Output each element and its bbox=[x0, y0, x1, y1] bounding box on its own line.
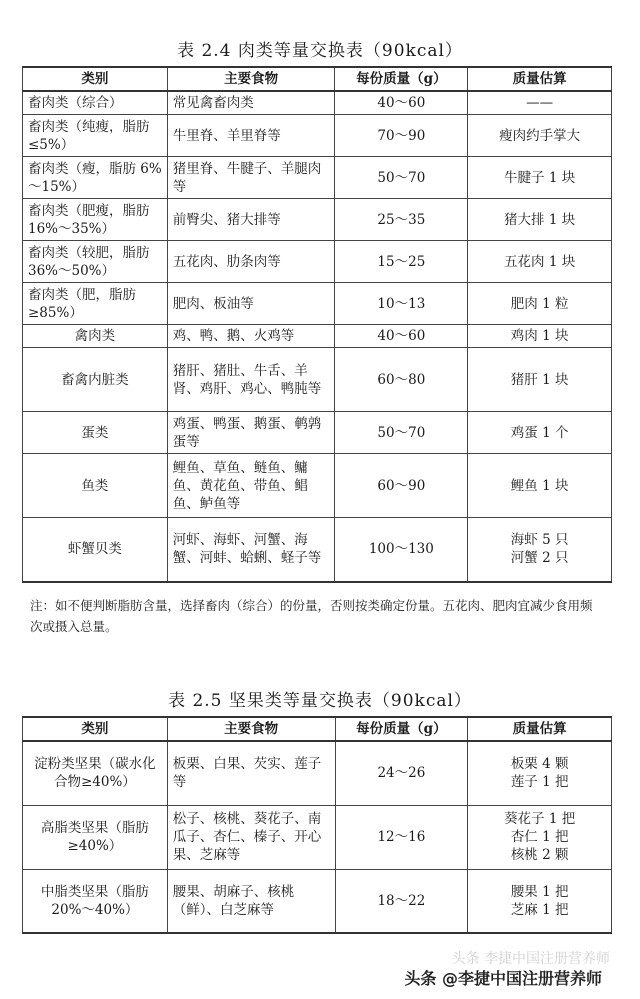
quantity-cell: 40～60 bbox=[335, 325, 468, 348]
estimate-cell: 牛腱子 1 块 bbox=[468, 157, 612, 199]
quantity-cell: 100～130 bbox=[335, 518, 468, 582]
header-food: 主要食物 bbox=[167, 717, 335, 741]
header-quantity: 每份质量（g） bbox=[335, 717, 468, 741]
food-cell: 腰果、胡麻子、核桃（鲜）、白芝麻等 bbox=[167, 869, 335, 933]
header-category: 类别 bbox=[23, 67, 168, 91]
meat-exchange-table bbox=[22, 66, 612, 583]
table-row bbox=[23, 91, 612, 115]
quantity-cell: 12～16 bbox=[335, 805, 468, 869]
quantity-cell: 15～25 bbox=[335, 241, 468, 283]
category-cell: 畜肉类（较肥，脂肪 36%～50%） bbox=[23, 241, 168, 283]
category-cell: 鱼类 bbox=[23, 454, 168, 518]
table-row bbox=[23, 325, 612, 348]
estimate-cell: 猪肝 1 块 bbox=[468, 348, 612, 412]
table-row bbox=[23, 869, 612, 933]
table-row bbox=[23, 412, 612, 454]
table2-body bbox=[23, 741, 612, 933]
category-cell: 畜肉类（综合） bbox=[23, 91, 168, 115]
table-row bbox=[23, 454, 612, 518]
table-header-row bbox=[23, 67, 612, 91]
category-cell: 畜肉类（瘦，脂肪 6%～15%） bbox=[23, 157, 168, 199]
food-cell: 前臀尖、猪大排等 bbox=[167, 199, 335, 241]
header-quantity: 每份质量（g） bbox=[335, 67, 468, 91]
table-row bbox=[23, 518, 612, 582]
table1-body bbox=[23, 91, 612, 582]
estimate-cell: 腰果 1 把 芝麻 1 把 bbox=[468, 869, 612, 933]
food-cell: 板栗、白果、芡实、莲子等 bbox=[167, 741, 335, 805]
watermark: 头条 李捷中国注册营养师 bbox=[451, 951, 610, 967]
food-cell: 鸡、鸭、鹅、火鸡等 bbox=[167, 325, 335, 348]
estimate-cell: 猪大排 1 块 bbox=[468, 199, 612, 241]
estimate-cell: 鲤鱼 1 块 bbox=[468, 454, 612, 518]
food-cell: 河虾、海虾、河蟹、海蟹、河蚌、蛤蜊、蛏子等 bbox=[167, 518, 335, 582]
quantity-cell: 60～80 bbox=[335, 348, 468, 412]
estimate-cell: 鸡肉 1 块 bbox=[468, 325, 612, 348]
food-cell: 猪里脊、牛腱子、羊腿肉等 bbox=[167, 157, 335, 199]
food-cell: 肥肉、板油等 bbox=[167, 283, 335, 325]
table-row bbox=[23, 199, 612, 241]
category-cell: 虾蟹贝类 bbox=[23, 518, 168, 582]
table1-caption: 表 2.4 肉类等量交换表（90kcal） bbox=[177, 41, 463, 61]
estimate-cell: 葵花子 1 把 杏仁 1 把 核桃 2 颗 bbox=[468, 805, 612, 869]
category-cell: 淀粉类坚果（碳水化合物≥40%） bbox=[23, 741, 168, 805]
quantity-cell: 50～70 bbox=[335, 412, 468, 454]
nut-exchange-table bbox=[22, 716, 612, 934]
estimate-cell: 鸡蛋 1 个 bbox=[468, 412, 612, 454]
quantity-cell: 24～26 bbox=[335, 741, 468, 805]
quantity-cell: 60～90 bbox=[335, 454, 468, 518]
header-food: 主要食物 bbox=[167, 67, 335, 91]
estimate-cell: 肥肉 1 粒 bbox=[468, 283, 612, 325]
table-row bbox=[23, 283, 612, 325]
estimate-cell: 瘦肉约手掌大 bbox=[468, 115, 612, 157]
food-cell: 鲤鱼、草鱼、鲢鱼、鳙鱼、黄花鱼、带鱼、鲳鱼、鲈鱼等 bbox=[167, 454, 335, 518]
food-cell: 鸡蛋、鸭蛋、鹅蛋、鹌鹑蛋等 bbox=[167, 412, 335, 454]
food-cell: 五花肉、肋条肉等 bbox=[167, 241, 335, 283]
estimate-cell: —— bbox=[468, 91, 612, 115]
food-cell: 常见禽畜肉类 bbox=[167, 91, 335, 115]
food-cell: 牛里脊、羊里脊等 bbox=[167, 115, 335, 157]
quantity-cell: 50～70 bbox=[335, 157, 468, 199]
category-cell: 畜禽内脏类 bbox=[23, 348, 168, 412]
table2-caption: 表 2.5 坚果类等量交换表（90kcal） bbox=[168, 691, 472, 711]
table-row bbox=[23, 241, 612, 283]
category-cell: 中脂类坚果（脂肪 20%～40%） bbox=[23, 869, 168, 933]
estimate-cell: 五花肉 1 块 bbox=[468, 241, 612, 283]
category-cell: 畜肉类（肥瘦，脂肪 16%～35%） bbox=[23, 199, 168, 241]
table-row bbox=[23, 741, 612, 805]
header-estimate: 质量估算 bbox=[468, 67, 612, 91]
quantity-cell: 18～22 bbox=[335, 869, 468, 933]
table1-note: 注：如不便判断脂肪含量，选择畜肉（综合）的份量，否则按类确定份量。五花肉、肥肉宜减少食用频次或摄入总量。 bbox=[30, 598, 593, 634]
author-signature: 头条 @李捷中国注册营养师 bbox=[404, 969, 602, 988]
header-estimate: 质量估算 bbox=[468, 717, 612, 741]
quantity-cell: 40～60 bbox=[335, 91, 468, 115]
category-cell: 高脂类坚果（脂肪≥40%） bbox=[23, 805, 168, 869]
quantity-cell: 10～13 bbox=[335, 283, 468, 325]
header-category: 类别 bbox=[23, 717, 168, 741]
category-cell: 畜肉类（纯瘦，脂肪≤5%） bbox=[23, 115, 168, 157]
category-cell: 蛋类 bbox=[23, 412, 168, 454]
table-header-row bbox=[23, 717, 612, 741]
estimate-cell: 板栗 4 颗 莲子 1 把 bbox=[468, 741, 612, 805]
quantity-cell: 25～35 bbox=[335, 199, 468, 241]
table-row bbox=[23, 805, 612, 869]
food-cell: 猪肝、猪肚、牛舌、羊肾、鸡肝、鸡心、鸭肫等 bbox=[167, 348, 335, 412]
category-cell: 禽肉类 bbox=[23, 325, 168, 348]
quantity-cell: 70～90 bbox=[335, 115, 468, 157]
category-cell: 畜肉类（肥，脂肪≥85%） bbox=[23, 283, 168, 325]
table-row bbox=[23, 115, 612, 157]
table-row bbox=[23, 157, 612, 199]
table-row bbox=[23, 348, 612, 412]
estimate-cell: 海虾 5 只 河蟹 2 只 bbox=[468, 518, 612, 582]
food-cell: 松子、核桃、葵花子、南瓜子、杏仁、榛子、开心果、芝麻等 bbox=[167, 805, 335, 869]
